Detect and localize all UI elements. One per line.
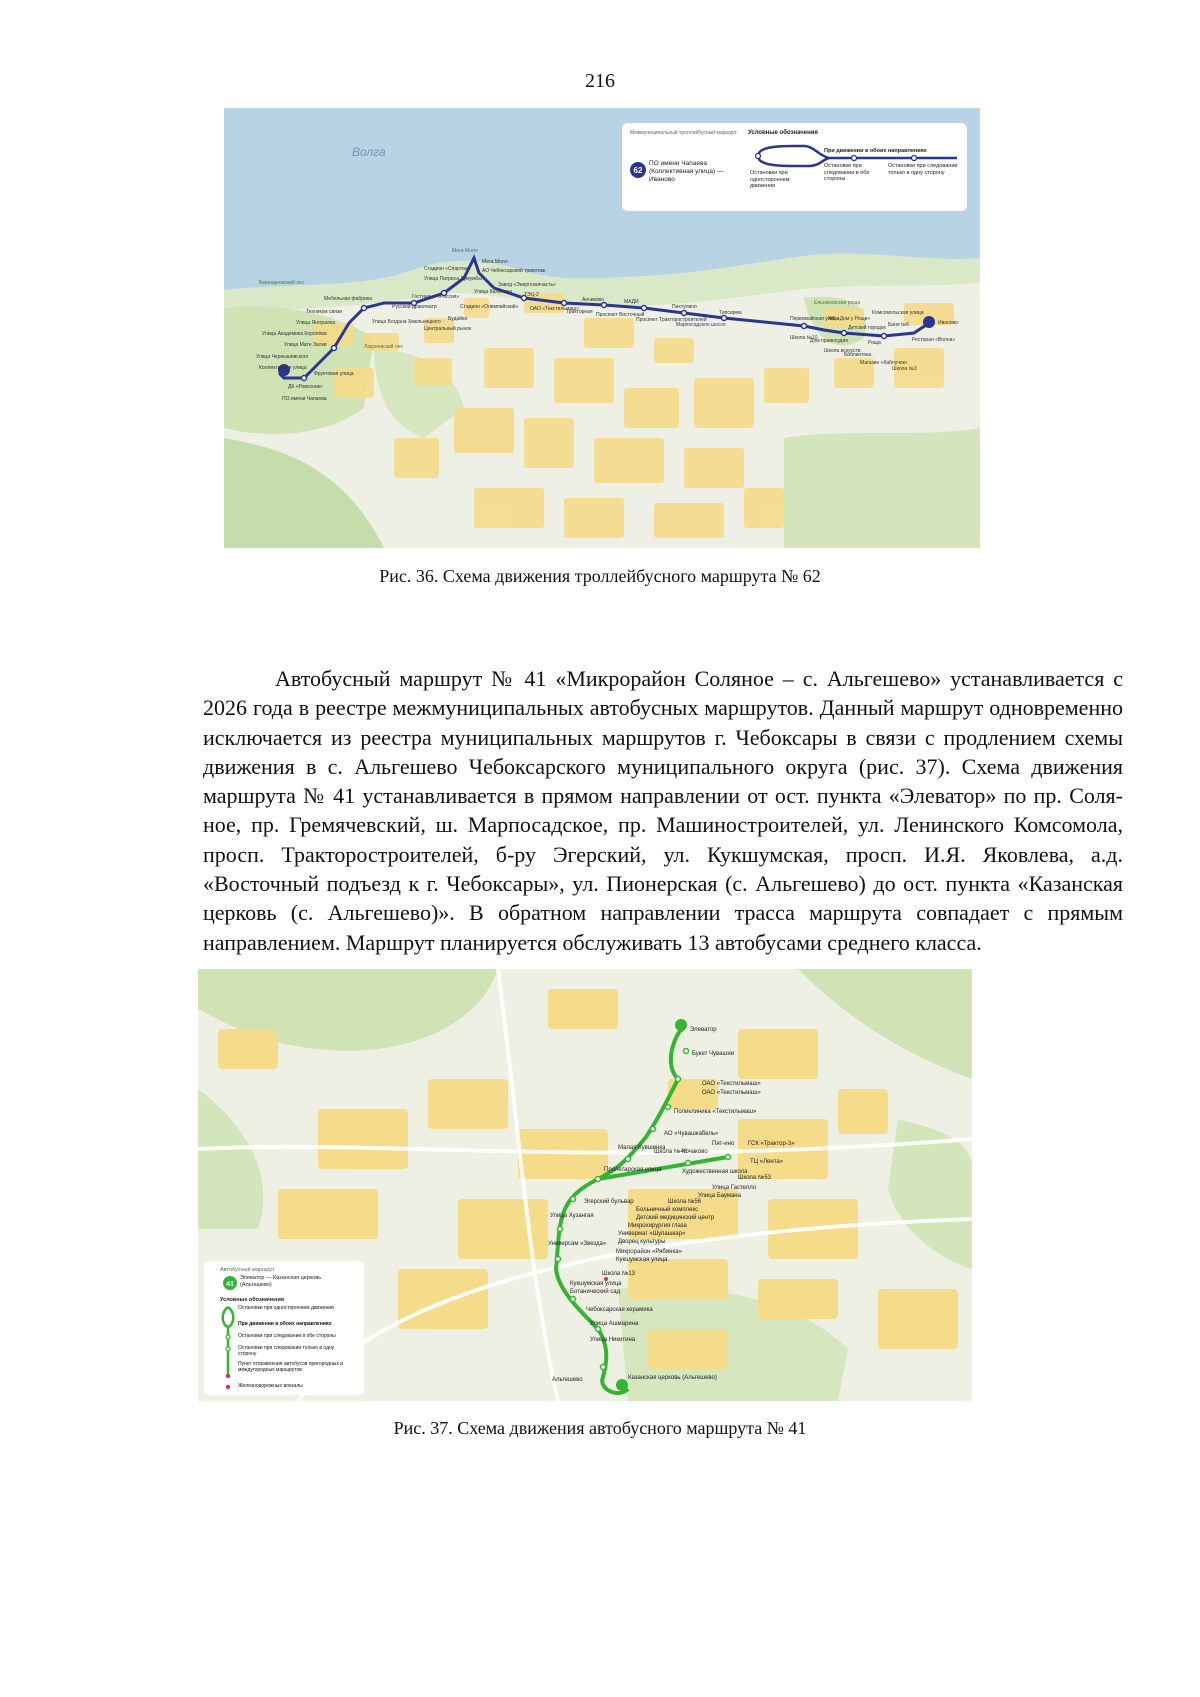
- trolleybus-route-map: [224, 108, 980, 548]
- map-label: ОАО «Текстильмаш»: [702, 1081, 761, 1087]
- map-label: Дом правосудия: [810, 338, 848, 344]
- map-label: Детский городок: [848, 325, 886, 331]
- map-label: Эгерский бульвар: [584, 1199, 634, 1205]
- map-label: Марпосадское шоссе: [676, 322, 726, 328]
- map-label: Улица Ашмарина: [590, 1321, 639, 1327]
- map-label: ГСК «Трактор-3»: [748, 1141, 795, 1147]
- map-label: Улица Мате Залки: [284, 342, 327, 348]
- map-label: Улица Патриса Лумумбы: [424, 276, 482, 282]
- legend-both-directions: При движении в обоих направлениях: [824, 148, 927, 154]
- map-label: ТЭЦ-2: [524, 292, 539, 298]
- map-label: Кукшумская улица: [570, 1281, 622, 1287]
- map-label: МАДИ: [624, 299, 639, 305]
- legend-both-directions: При движении в обоих направлениях: [238, 1321, 332, 1327]
- map-label: Тракторная: [566, 309, 593, 315]
- legend-route-name: Элеватор — Казанская церковь (Альгешево): [240, 1275, 322, 1288]
- map-label: Школа №13: [602, 1271, 636, 1277]
- map-label: Школа №10: [790, 335, 818, 341]
- bus-route-map: [198, 969, 972, 1401]
- map-label: Коллективная улица: [259, 365, 307, 371]
- map-label: Завод «Энергозапчасть»: [498, 282, 556, 288]
- map-label: Дворец культуры: [618, 1239, 666, 1245]
- map-label: Улица Гастелло: [712, 1185, 757, 1191]
- map-label: Букет Чувашии: [692, 1051, 735, 1057]
- page-number: 216: [585, 70, 615, 92]
- map-label: Элеватор: [690, 1027, 717, 1033]
- map-label: Ельниковская роща: [814, 300, 861, 306]
- legend-one-way: Остановки при одностороннем движении: [750, 170, 790, 189]
- legend-route-number: 62: [633, 166, 643, 175]
- map-label: ПО имени Чапаева: [282, 396, 327, 402]
- map-label: Роща: [868, 340, 881, 346]
- map-label: Гостиница «Россия»: [412, 294, 460, 300]
- map-label: Иваново: [938, 320, 958, 326]
- map-label: Центральный рынок: [424, 326, 472, 332]
- map-label: Магазин «Каблучок»: [860, 360, 908, 366]
- legend-bus-terminal: Пункт отправления автобусов пригородных и междугородных маршрутов: [238, 1361, 344, 1373]
- legend-one-way: Остановки при одностороннем движении: [238, 1305, 334, 1311]
- map-label: Микрорайон «Рябинка»: [616, 1249, 682, 1255]
- map-label: Пят-ино: [712, 1141, 735, 1147]
- map-label: ТЦ «Лента»: [750, 1159, 784, 1165]
- figure-37-map: [198, 969, 972, 1401]
- figure-36-caption: Рис. 36. Схема движения троллейбусного маршрута № 62: [379, 566, 821, 586]
- map-label: Ботанический сад: [570, 1289, 621, 1295]
- legend-route-type: Автобусный маршрут: [220, 1267, 275, 1273]
- legend-one-side: Остановки при следовании только в одну сторону: [238, 1345, 335, 1357]
- map-label: Улица Чернышевского: [256, 354, 309, 360]
- map-label: Типсирма: [719, 310, 742, 316]
- body-paragraph: Автобусный маршрут № 41 «Микрорайон Соляное – с. Альгешево» устанавливается с 2026 года в реестре межмуниципальных автобусных маршрутов. Данный маршрут одновременно исключается из реестра муниципальных маршрутов г. Чебоксары в связи с продлением схемы движения в с. Альгешево Чебоксарского муниципального округа (рис. 37). Схема движения маршрута № 41 устанавливается в прямом направлении от ост. пункта «Элеватор» по пр. Соляное, пр. Гремячевский, ш. Марпосадское, пр. Машиностроителей, ул. Ленинского Комсомола, просп. Тракторостроителей, б-ру Эгерский, ул. Кукшумская, просп. И.Я. Яковлева, а.д. «Восточный подъезд к г. Чебоксары», ул. Пионерская (с. Альгешево) до ост. пункта «Казанская церковь (с. Альгешево)». В обратном направлении трасса маршрута совпадает с прямым направлением. Маршрут планируется обслуживать 13 автобусами среднего класса.: [203, 666, 1123, 955]
- map-label: Школа №46: [654, 1149, 688, 1155]
- map-label: Стадион «Олимпийский»: [460, 304, 519, 310]
- map-legend: [622, 123, 967, 211]
- map-label: Русский драмтеатр: [392, 304, 437, 310]
- legend-both-sides: Остановки при следовании в обе стороны: [824, 163, 870, 182]
- map-label: Улица Хузангая: [550, 1213, 594, 1219]
- legend-header: Условные обозначения: [220, 1297, 285, 1303]
- map-label: Школа №3: [892, 366, 917, 372]
- map-label: Ресторан «Волна»: [912, 337, 956, 343]
- map-label: Будайка: [448, 316, 468, 322]
- map-label: Детский медицинский центр: [636, 1215, 715, 1221]
- map-label: АО «Чувашкабель»: [664, 1131, 719, 1137]
- legend-one-side: Остановки при следовании только в одну сторону: [888, 163, 958, 176]
- map-label: Альгешево: [552, 1377, 583, 1383]
- legend-route-type: Межмуниципальный троллейбусный маршрут: [630, 130, 737, 136]
- map-legend: [204, 1261, 364, 1395]
- legend-both-sides: Остановки при следовании в обе стороны: [238, 1333, 336, 1339]
- map-label: ДК «Ровесник»: [288, 384, 323, 390]
- map-label: Улица Баумана: [698, 1193, 741, 1199]
- map-label: Техникум связи: [306, 309, 342, 315]
- map-label: Поликлиника «Текстильмаш»: [674, 1109, 757, 1115]
- map-label: ЖК «Дом у Рощи»: [828, 316, 871, 322]
- map-label: Баня №6: [888, 322, 910, 328]
- map-label: Улица Академика Королёва: [262, 331, 327, 337]
- map-label: Художественная школа: [682, 1169, 748, 1175]
- figure-37-caption: Рис. 37. Схема движения автобусного маршрута № 41: [393, 1418, 807, 1438]
- map-label: Проспект Восточный: [596, 312, 645, 318]
- map-label: Кукшумская улица: [616, 1257, 668, 1263]
- map-label: Школа искусств: [824, 348, 861, 354]
- map-label: Школа №53: [738, 1175, 772, 1181]
- map-label: Мебельная фабрика: [324, 296, 372, 302]
- map-label: Улица Никитина: [590, 1337, 636, 1343]
- legend-rail: Железнодорожные вокзалы: [238, 1383, 303, 1389]
- map-label: Первомайская улица: [790, 316, 839, 322]
- map-label: Чебоксарская керамика: [586, 1307, 653, 1313]
- map-label: АО Чебоксарский трикотаж: [482, 268, 546, 274]
- figure-36-map: [224, 108, 980, 548]
- legend-route-number: 41: [226, 1281, 234, 1288]
- map-label: Лакреевский лес: [364, 344, 404, 350]
- map-label: Фруктовая улица: [314, 371, 354, 377]
- map-label: Пролетарская улица: [604, 1167, 662, 1173]
- map-label: Мега Молл: [452, 248, 478, 254]
- map-label: Больничный комплекс: [636, 1207, 699, 1213]
- map-label: Пихтулино: [672, 304, 697, 310]
- map-label: ОАО «Текстильмаш»: [702, 1090, 761, 1096]
- map-label: Школа №56: [668, 1199, 702, 1205]
- map-label: Кочаково: [682, 1149, 708, 1155]
- map-label: Комсомольская улица: [872, 310, 924, 316]
- map-label: Проспект Тракторостроителей: [636, 317, 707, 323]
- legend-route-name: ПО имени Чапаева (Коллективная улица) — Иваново: [649, 160, 724, 183]
- map-label: Малая Кувшинка: [618, 1145, 666, 1151]
- map-label: Улица Яноушека: [296, 320, 336, 326]
- map-label: Универмаг «Шупашкар»: [618, 1231, 686, 1237]
- map-label: Анчиково: [582, 297, 604, 303]
- map-label: Универсам «Звезда»: [548, 1241, 607, 1247]
- map-label: Библиотека: [844, 352, 872, 358]
- map-label: Улица Богдана Хмельницкого: [372, 319, 441, 325]
- map-label: Казанская церковь (Альгешево): [628, 1375, 717, 1381]
- legend-header: Условные обозначения: [748, 130, 818, 136]
- map-label: ОАО «Текстильмаш»: [530, 306, 579, 312]
- map-label: Улица Калинина: [474, 289, 513, 295]
- map-label: Мега Молл: [482, 259, 508, 265]
- map-label: Микрохирургия глаза: [628, 1223, 687, 1229]
- river-label: Волга: [352, 145, 386, 159]
- map-label: Стадион «Спартак»: [424, 266, 470, 272]
- map-label: Берендеевский лес: [259, 280, 305, 286]
